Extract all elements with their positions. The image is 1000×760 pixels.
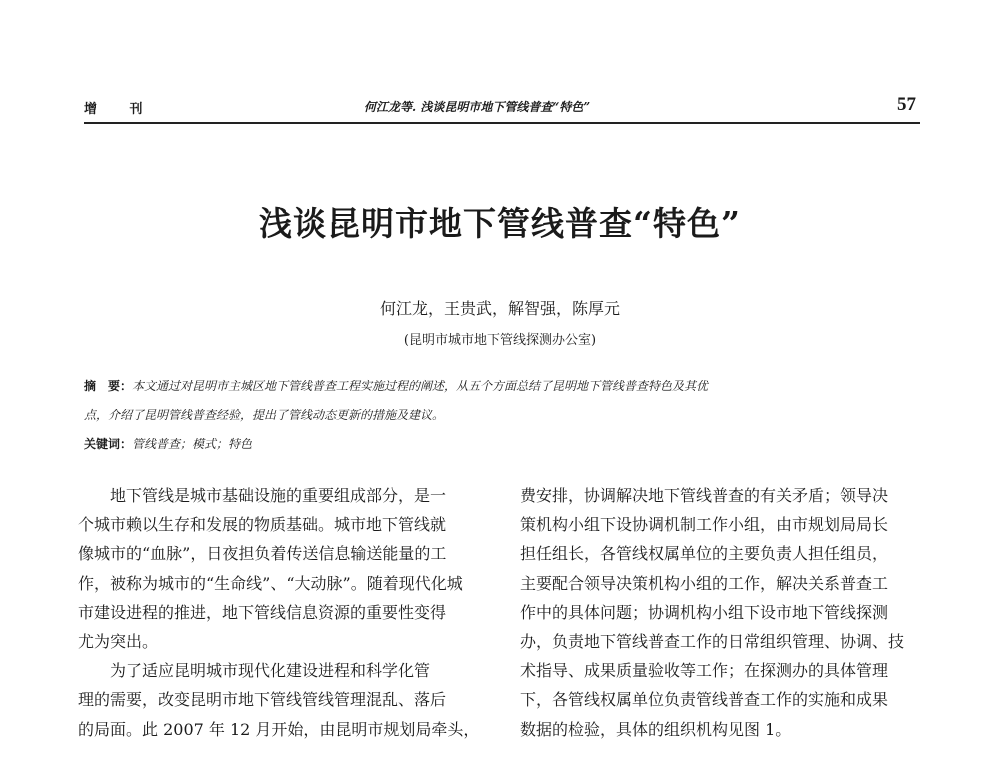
abstract-label: 摘 要： xyxy=(84,379,133,393)
page-number: 57 xyxy=(897,94,916,115)
body-column-right xyxy=(520,481,930,744)
body-line: 担任组长，各管线权属单位的主要负责人担任组员， xyxy=(520,544,889,564)
body-line: 理的需要，改变昆明市地下管线管线管理混乱、落后 xyxy=(78,690,447,710)
body-line: 个城市赖以生存和发展的物质基础。城市地下管线就 xyxy=(78,515,447,535)
body-column-left xyxy=(78,481,480,744)
body-line: 下，各管线权属单位负责管线普查工作的实施和成果 xyxy=(520,690,889,710)
abstract-text-1: 本文通过对昆明市主城区地下管线普查工程实施过程的阐述，从五个方面总结了昆明地下管线普查特色及其优 xyxy=(132,379,709,393)
author-affiliation: (昆明市城市地下管线探测办公室) xyxy=(403,333,597,348)
body-line: 为了适应昆明城市现代化建设进程和科学化管 xyxy=(78,661,431,681)
body-line: 作，被称为城市的“生命线”、“大动脉”。随着现代化城 xyxy=(78,573,463,593)
keywords-label: 关键词： xyxy=(84,437,133,451)
body-line: 尤为突出。 xyxy=(78,631,159,651)
abstract xyxy=(84,372,910,459)
author-list: 何江龙，王贵武，解智强，陈厚元 xyxy=(379,299,620,318)
body-line: 策机构小组下设协调机制工作小组，由市规划局局长 xyxy=(520,515,889,535)
body-line: 的局面。此 2007 年 12 月开始，由昆明市规划局牵头， xyxy=(78,719,480,739)
body-line: 费安排，协调解决地下管线普查的有关矛盾；领导决 xyxy=(520,486,889,505)
section-label: 增 刊 xyxy=(84,102,157,117)
body-line: 数据的检验，具体的组织机构见图 1。 xyxy=(520,719,792,739)
body-line: 术指导、成果质量验收等工作；在探测办的具体管理 xyxy=(520,661,889,681)
paper-title: 浅谈昆明市地下管线普查“特色” xyxy=(259,204,741,243)
body-line: 地下管线是城市基础设施的重要组成部分，是一 xyxy=(78,486,447,505)
running-header xyxy=(84,92,920,124)
body-line: 办，负责地下管线普查工作的日常组织管理、协调、技 xyxy=(520,631,905,651)
body-line: 主要配合领导决策机构小组的工作，解决关系普查工 xyxy=(520,573,889,593)
running-title: 何江龙等. 浅谈昆明市地下管线普查“特色” xyxy=(364,100,591,114)
abstract-line-2: 点，介绍了昆明管线普查经验，提出了管线动态更新的措施及建议。 xyxy=(84,408,445,422)
keywords-text: 管线普查；模式；特色 xyxy=(132,437,253,451)
body-line: 作中的具体问题；协调机构小组下设市地下管线探测 xyxy=(520,602,889,622)
body-line: 像城市的“血脉”，日夜担负着传送信息输送能量的工 xyxy=(78,544,447,564)
keywords xyxy=(84,430,910,459)
abstract-line-1 xyxy=(84,372,910,401)
body-line: 市建设进程的推进，地下管线信息资源的重要性变得 xyxy=(78,602,447,622)
